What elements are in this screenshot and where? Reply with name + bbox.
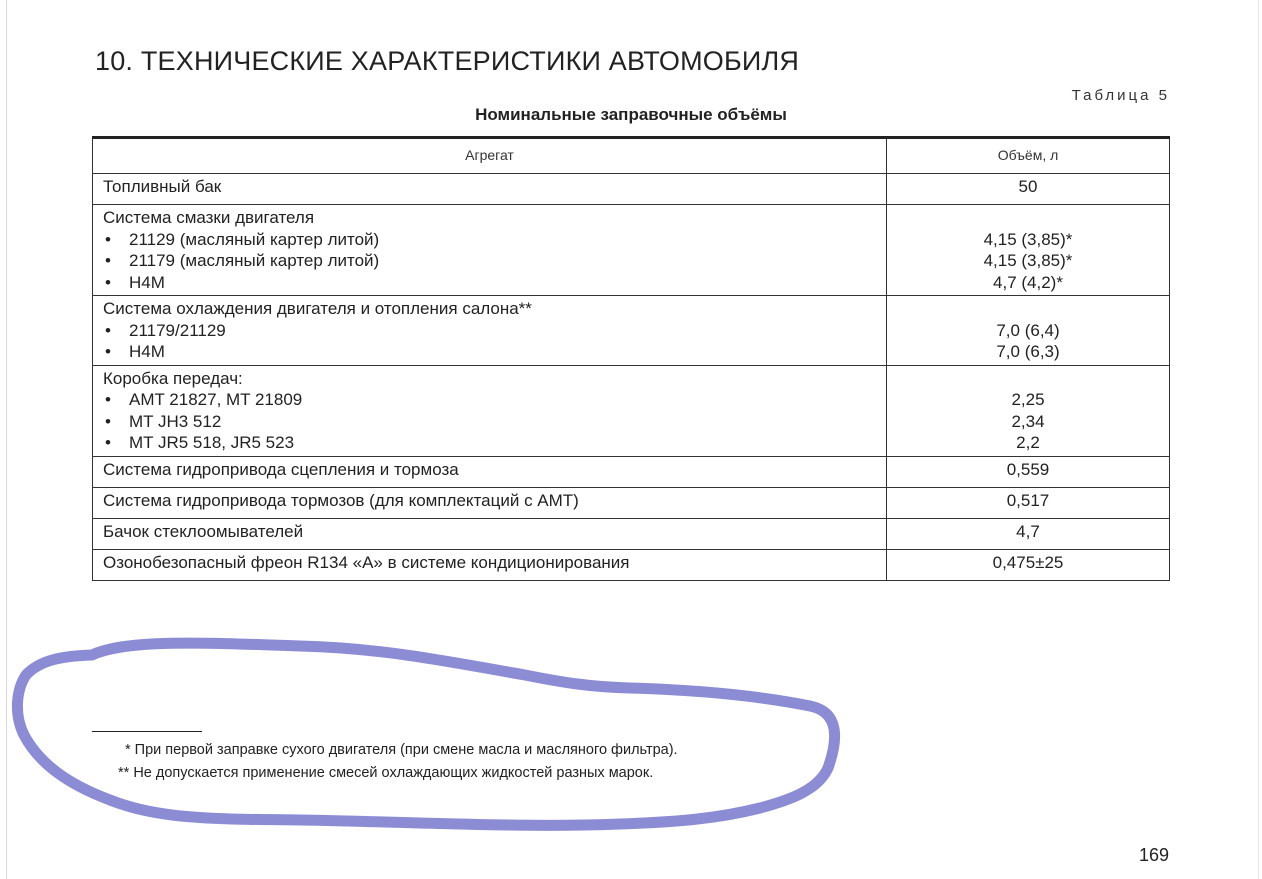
list-item: • AMT 21827, MT 21809: [103, 389, 876, 411]
table-row: [93, 365, 1170, 456]
table-row: [93, 296, 1170, 366]
footnote-first: * При первой заправке сухого двигателя (при смене масла и масляного фильтра).: [125, 742, 678, 758]
row-value: 7,0 (6,4): [996, 320, 1060, 340]
column-header-volume: Объём, л: [887, 138, 1170, 174]
row-value: 4,7 (4,2)*: [993, 272, 1063, 292]
list-item: • 21179/21129: [103, 320, 876, 342]
list-item: • 21129 (масляный картер литой): [103, 229, 876, 251]
row-value: 0,517: [887, 487, 1170, 518]
table-row: [93, 174, 1170, 205]
row-value: 50: [887, 174, 1170, 205]
list-item: • MT JR5 518, JR5 523: [103, 432, 876, 454]
chapter-title: 10. ТЕХНИЧЕСКИЕ ХАРАКТЕРИСТИКИ АВТОМОБИЛЯ: [95, 46, 800, 77]
page-edge-left: [6, 0, 7, 879]
table-number: Таблица 5: [1071, 87, 1170, 104]
row-value: 2,34: [1011, 411, 1045, 431]
row-name: Система гидропривода тормозов (для комплектаций с AMT): [93, 487, 887, 518]
row-name-group: [93, 296, 887, 366]
list-item: • 21179 (масляный картер литой): [103, 250, 876, 272]
column-header-unit: Агрегат: [93, 138, 887, 174]
footnote-second: ** Не допускается применение смесей охлаждающих жидкостей разных марок.: [118, 765, 654, 781]
row-value: 2,2: [1016, 433, 1040, 452]
list-item: • H4M: [103, 272, 876, 294]
table-row: [93, 456, 1170, 487]
row-name: Озонобезопасный фреон R134 «А» в системе кондиционирования: [93, 549, 887, 580]
row-value: 0,559: [887, 456, 1170, 487]
row-values-group: [887, 205, 1170, 296]
row-name-group: [93, 365, 887, 456]
table-row: [93, 549, 1170, 580]
page-edge-right: [1258, 0, 1259, 879]
row-value: 4,7: [887, 518, 1170, 549]
table-header-row: [93, 138, 1170, 174]
page-number: 169: [1139, 845, 1170, 865]
row-value: 4,15 (3,85)*: [983, 251, 1073, 270]
row-name: Топливный бак: [93, 174, 887, 205]
table-caption: Номинальные заправочные объёмы: [475, 105, 787, 124]
row-values-group: [887, 365, 1170, 456]
group-title: Система охлаждения двигателя и отопления салона**: [103, 299, 532, 318]
row-name-group: [93, 205, 887, 296]
table-row: [93, 487, 1170, 518]
footnote-separator: [92, 731, 202, 732]
row-name: Бачок стеклоомывателей: [93, 518, 887, 549]
table-row: [93, 205, 1170, 296]
list-item: • H4M: [103, 341, 876, 363]
row-value: 2,25: [1011, 390, 1045, 409]
group-title: Коробка передач:: [103, 368, 243, 388]
table-row: [93, 518, 1170, 549]
row-name: Система гидропривода сцепления и тормоза: [93, 456, 887, 487]
row-value: 7,0 (6,3): [996, 342, 1060, 361]
highlight-stroke: [17, 643, 834, 825]
row-value: 4,15 (3,85)*: [983, 229, 1073, 249]
group-title: Система смазки двигателя: [103, 208, 315, 227]
list-item: • MT JH3 512: [103, 411, 876, 433]
capacities-table: [92, 136, 1170, 581]
row-values-group: [887, 296, 1170, 366]
row-value: 0,475±25: [887, 549, 1170, 580]
